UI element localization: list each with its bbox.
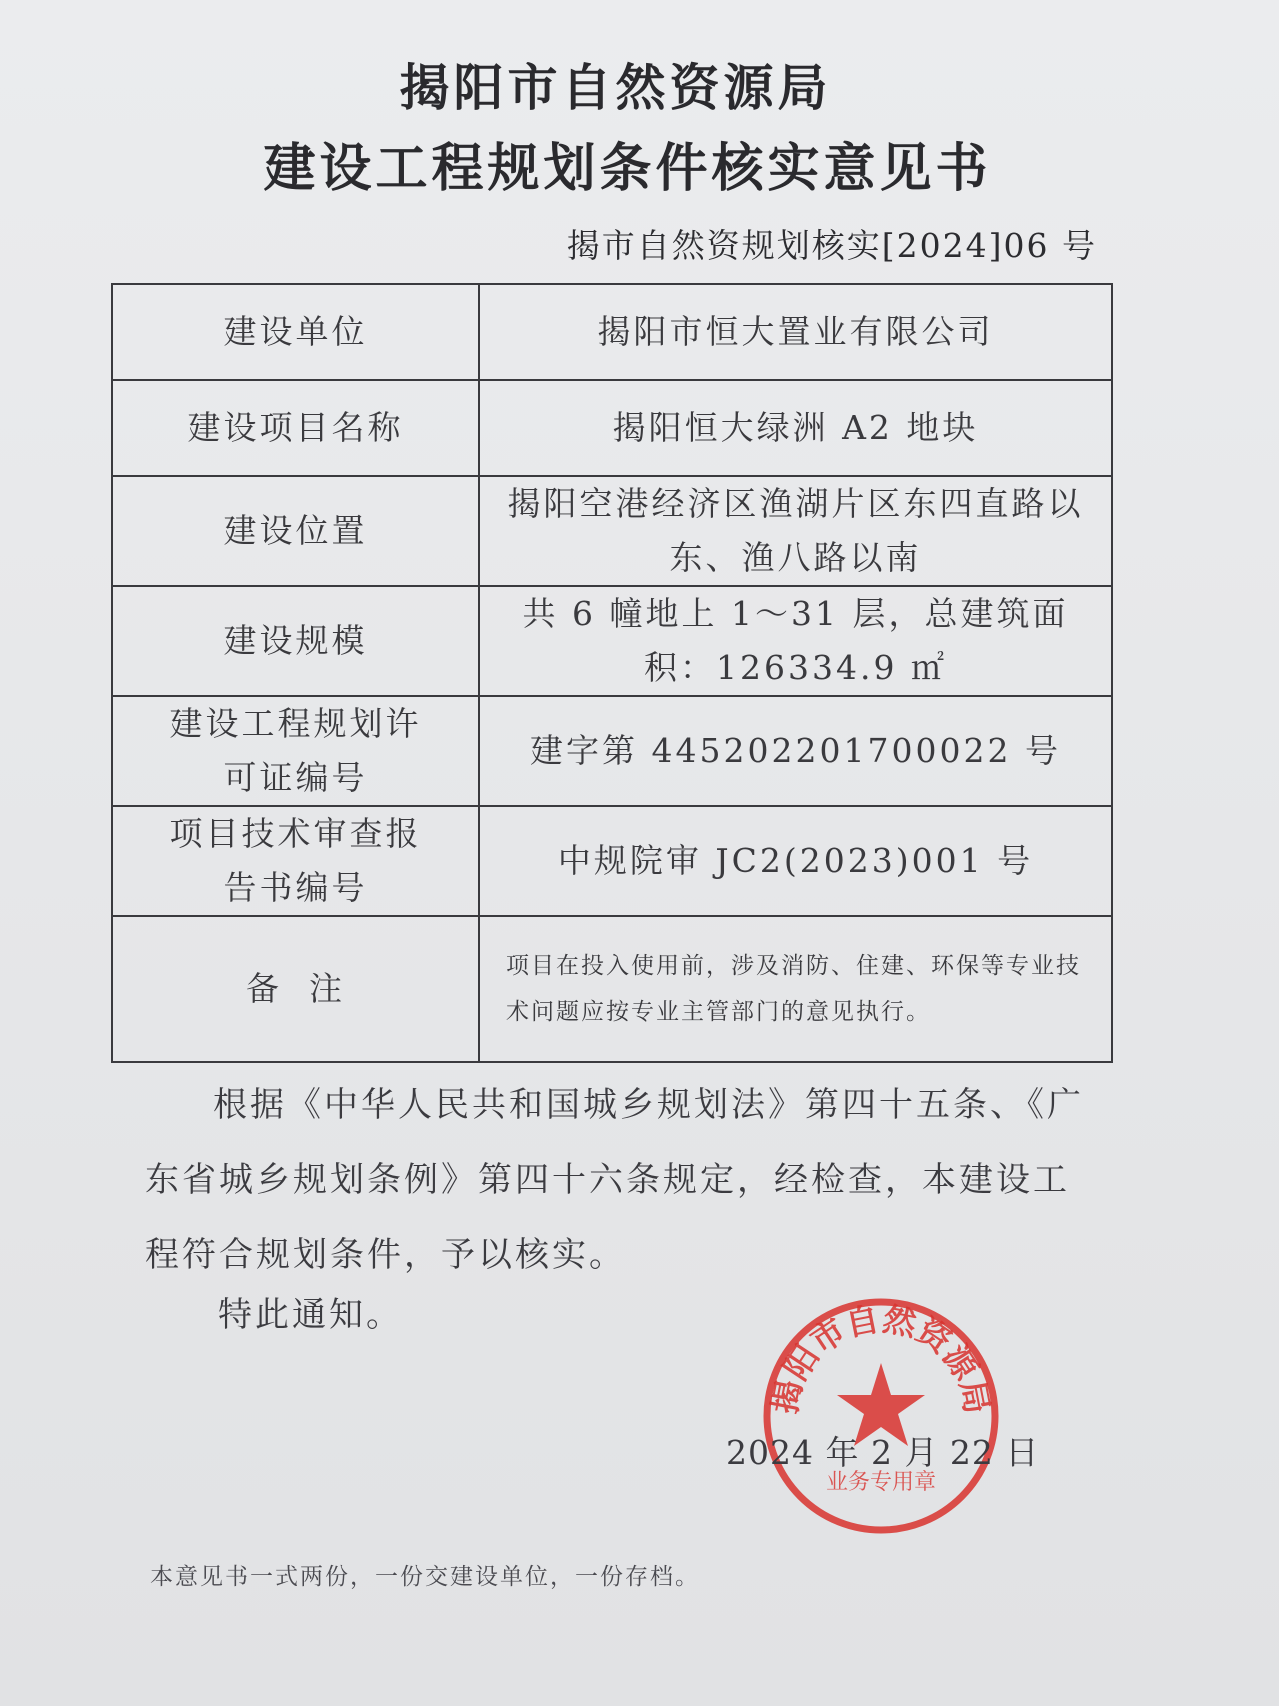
table-row: [112, 476, 1112, 586]
document-title-line2: 建设工程规划条件核实意见书: [263, 139, 992, 199]
official-seal: [758, 1293, 1004, 1539]
row-value: 建字第 445202201700022 号: [479, 696, 1112, 806]
row-value: 共 6 幢地上 1～31 层，总建筑面积：126334.9 ㎡: [479, 586, 1112, 696]
seal-subtext: 业务专用章: [825, 1470, 937, 1495]
row-label: 建设位置: [112, 476, 479, 586]
row-label: 项目技术审查报告书编号: [112, 806, 479, 916]
table-row: [112, 284, 1112, 380]
row-value: 揭阳恒大绿洲 A2 地块: [479, 380, 1112, 476]
footnote: 本意见书一式两份，一份交建设单位，一份存档。: [150, 1564, 700, 1590]
row-value: 中规院审 JC2(2023)001 号: [479, 806, 1112, 916]
body-paragraph: [145, 1068, 1095, 1293]
row-label: 建设单位: [112, 284, 479, 380]
row-label: 建设规模: [112, 586, 479, 696]
row-value: 揭阳市恒大置业有限公司: [479, 284, 1112, 380]
document-title-line1: 揭阳市自然资源局: [399, 59, 832, 117]
table-row: [112, 586, 1112, 696]
seal-text: 揭阳市自然资源局: [764, 1299, 998, 1417]
info-table: [111, 283, 1113, 1063]
row-label: 备 注: [112, 916, 479, 1062]
row-value: 项目在投入使用前，涉及消防、住建、环保等专业技术问题应按专业主管部门的意见执行。: [479, 916, 1112, 1062]
row-value: 揭阳空港经济区渔湖片区东四直路以东、渔八路以南: [479, 476, 1112, 586]
issue-date: 2024 年 2 月 22 日: [726, 1433, 1040, 1472]
table-row: [112, 916, 1112, 1062]
body-paragraph-text: 根据《中华人民共和国城乡规划法》第四十五条、《广东省城乡规划条例》第四十六条规定，经检查，本建设工程符合规划条件，予以核实。: [145, 1085, 1084, 1275]
table-row: [112, 806, 1112, 916]
table-row: [112, 696, 1112, 806]
document-number: 揭市自然资规划核实[2024]06 号: [566, 226, 1097, 265]
row-label: 建设工程规划许可证编号: [112, 696, 479, 806]
row-label: 建设项目名称: [112, 380, 479, 476]
table-row: [112, 380, 1112, 476]
notice-text: 特此通知。: [218, 1295, 403, 1335]
